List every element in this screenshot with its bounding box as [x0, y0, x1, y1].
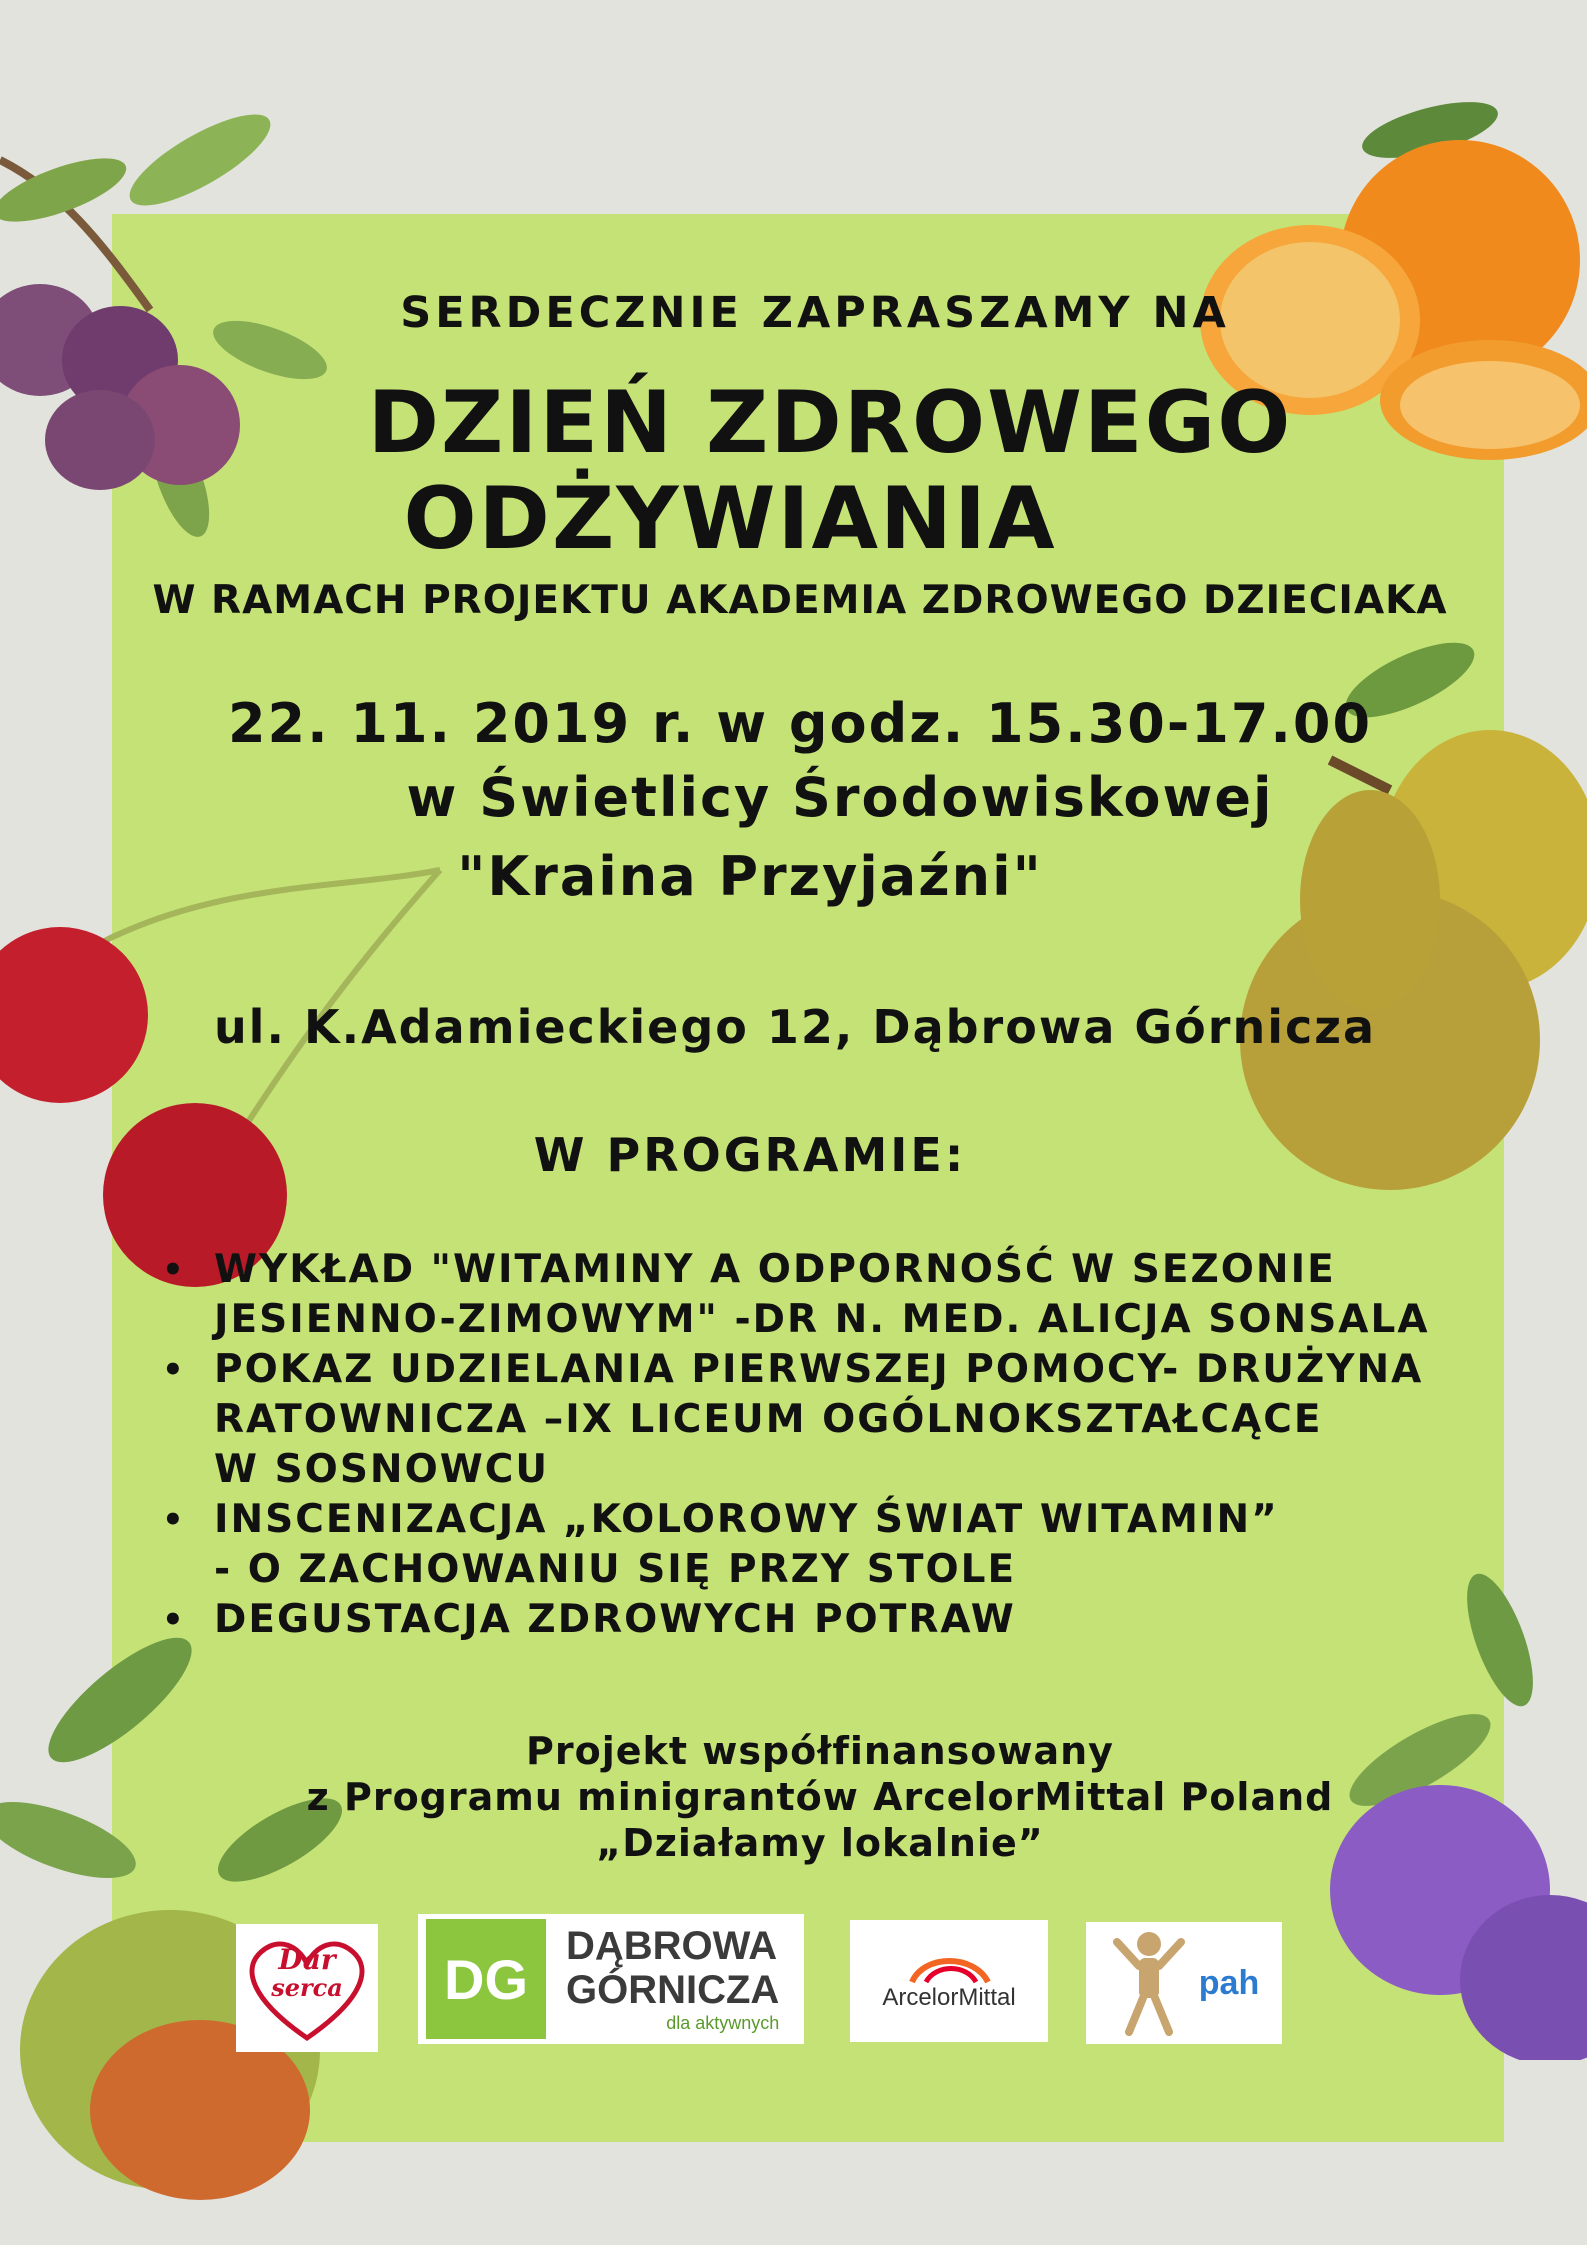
dabrowa-name-2: GÓRNICZA [566, 1968, 780, 2012]
program-item-line: • WYKŁAD "WITAMINY A ODPORNOŚĆ W SEZONIE [214, 1247, 1336, 1292]
event-date: 22. 11. 2019 r. w godz. 15.30-17.00 [227, 692, 1373, 755]
program-item [162, 1245, 1462, 1345]
funding-line-3: „Działamy lokalnie” [596, 1821, 1044, 1865]
dar-serca-text-1: Dar [278, 1943, 336, 1976]
pah-text: pah [1198, 1963, 1260, 2002]
arcelormittal-arc-icon [904, 1950, 994, 1984]
title-line-1: DZIEŃ ZDROWEGO [367, 373, 1293, 473]
program-heading: W PROGRAMIE: [533, 1128, 967, 1182]
program-item [162, 1495, 1462, 1595]
venue-line-2: "Kraina Przyjaźni" [457, 845, 1043, 908]
program-item-line: • INSCENIZACJA „KOLOROWY ŚWIAT WITAMIN” [214, 1497, 1279, 1542]
program-item-line: RATOWNICZA –IX LICEUM OGÓLNOKSZTAŁCĄCE [214, 1397, 1323, 1442]
address: ul. K.Adamieckiego 12, Dąbrowa Górnicza [213, 1000, 1377, 1054]
program-item [162, 1345, 1462, 1495]
subtitle: W RAMACH PROJEKTU AKADEMIA ZDROWEGO DZIECIAKA [152, 578, 1448, 623]
dabrowa-tagline: dla aktywnych [666, 2013, 780, 2033]
dar-serca-logo [236, 1924, 378, 2052]
dabrowa-gornicza-logo [418, 1914, 804, 2044]
funding-note [260, 1728, 1380, 1866]
program-item-line: • POKAZ UDZIELANIA PIERWSZEJ POMOCY- DRUŻYNA [214, 1347, 1424, 1392]
pah-logo [1086, 1922, 1282, 2044]
invite-text: SERDECZNIE ZAPRASZAMY NA [400, 288, 1230, 338]
dabrowa-name-1: DĄBROWA [566, 1924, 778, 1968]
arcelormittal-logo [850, 1920, 1048, 2042]
arcelormittal-text: ArcelorMittal [882, 1984, 1016, 2011]
program-item [162, 1595, 1462, 1645]
wooden-figure-icon [1109, 1928, 1189, 2038]
funding-line-1: Projekt współfinansowany [526, 1729, 1114, 1773]
funding-line-2: z Programu minigrantów ArcelorMittal Poland [306, 1775, 1334, 1819]
program-item-line: JESIENNO-ZIMOWYM" -DR N. MED. ALICJA SONSALA [214, 1297, 1430, 1342]
program-list [162, 1245, 1462, 1645]
program-item-line: W SOSNOWCU [214, 1447, 550, 1492]
program-item-line: • DEGUSTACJA ZDROWYCH POTRAW [214, 1597, 1016, 1642]
dg-mark: DG [426, 1919, 546, 2039]
dar-serca-text-2: serca [271, 1973, 343, 2002]
program-item-line: - O ZACHOWANIU SIĘ PRZY STOLE [214, 1547, 1017, 1592]
title-line-2: ODŻYWIANIA [403, 469, 1057, 569]
venue-line-1: w Świetlicy Środowiskowej [406, 766, 1274, 829]
